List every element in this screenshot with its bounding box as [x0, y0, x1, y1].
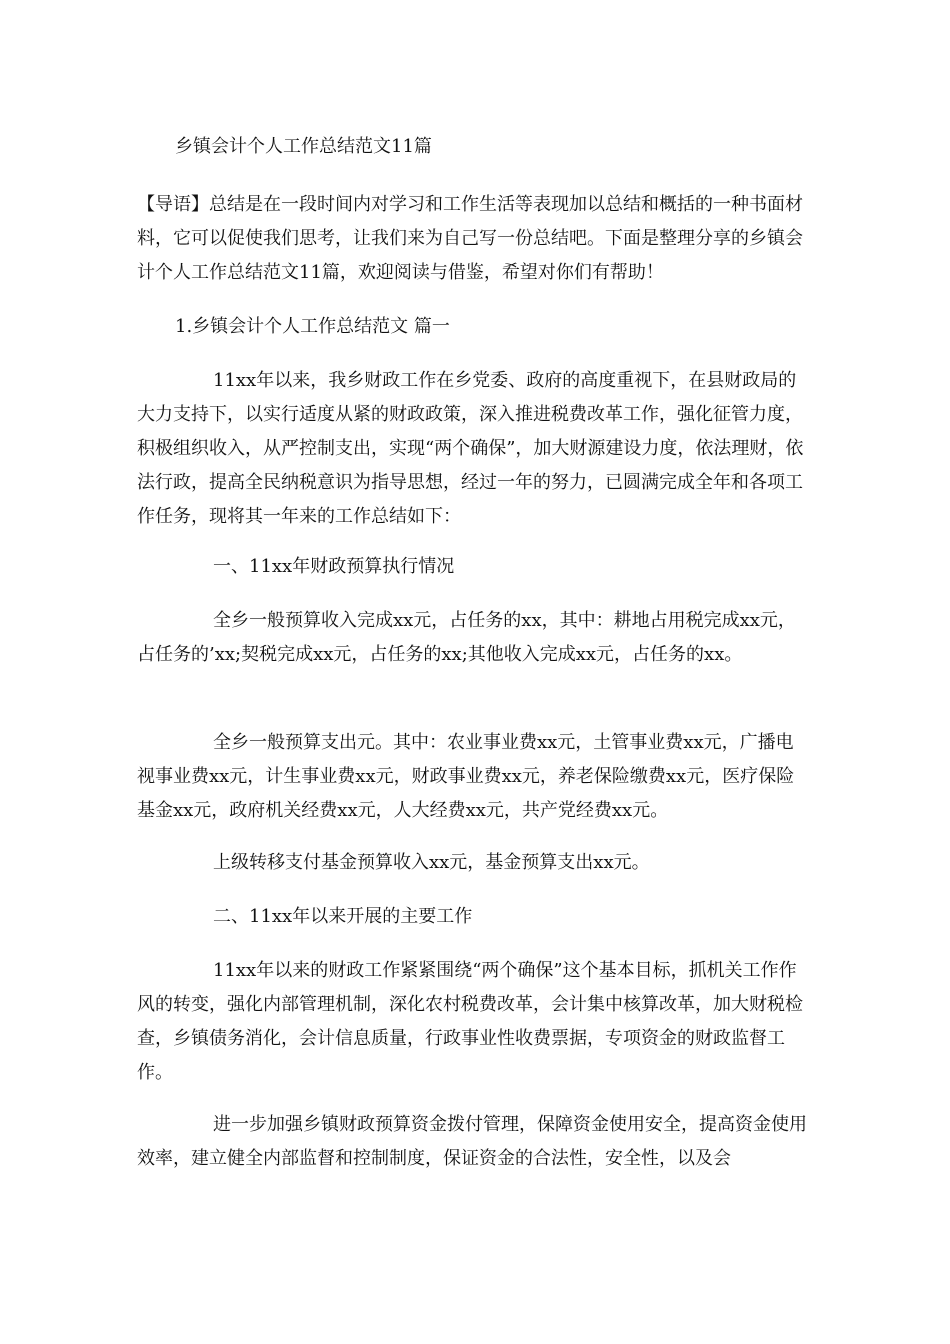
- paragraph-1: 11xx年以来，我乡财政工作在乡党委、政府的高度重视下，在县财政局的大力支持下，以实行适度从紧的财政政策，深入推进税费改革工作，强化征管力度，积极组织收入，从严控制支出，实现“两个确保”，加大财源建设力度，依法理财，依法行政，提高全民纳税意识为指导思想，经过一年的努力，已圆满完成全年和各项工作任务，现将其一年来的工作总结如下：: [137, 370, 804, 527]
- paragraph-2: 全乡一般预算收入完成xx元，占任务的xx，其中：耕地占用税完成xx元，占任务的’xx;契税完成xx元，占任务的xx;其他收入完成xx元，占任务的xx。: [137, 610, 796, 665]
- document-title: 乡镇会计个人工作总结范文11篇: [175, 136, 432, 157]
- heading-two: 二、11xx年以来开展的主要工作: [213, 906, 473, 927]
- paragraph-4: 上级转移支付基金预算收入xx元，基金预算支出xx元。: [213, 852, 650, 873]
- paragraph-5: 11xx年以来的财政工作紧紧围绕“两个确保”这个基本目标，抓机关工作作风的转变，强化内部管理机制，深化农村税费改革，会计集中核算改革，加大财税检查，乡镇债务消化，会计信息质量，行政事业性收费票据，专项资金的财政监督工作。: [137, 960, 803, 1083]
- paragraph-3: 全乡一般预算支出元。其中：农业事业费xx元，土管事业费xx元，广播电视事业费xx元，计生事业费xx元，财政事业费xx元，养老保险缴费xx元，医疗保险基金xx元，政府机关经费xx元，人大经费xx元，共产党经费xx元。: [137, 732, 795, 821]
- heading-one: 一、11xx年财政预算执行情况: [213, 556, 455, 577]
- intro-paragraph: 【导语】总结是在一段时间内对学习和工作生活等表现加以总结和概括的一种书面材料，它可以促使我们思考，让我们来为自己写一份总结吧。下面是整理分享的乡镇会计个人工作总结范文11篇，欢迎阅读与借鉴，希望对你们有帮助！: [137, 194, 803, 283]
- paragraph-6: 进一步加强乡镇财政预算资金拨付管理，保障资金使用安全，提高资金使用效率，建立健全内部监督和控制制度，保证资金的合法性，安全性，以及会: [137, 1114, 807, 1169]
- section-heading: 1.乡镇会计个人工作总结范文 篇一: [175, 316, 450, 337]
